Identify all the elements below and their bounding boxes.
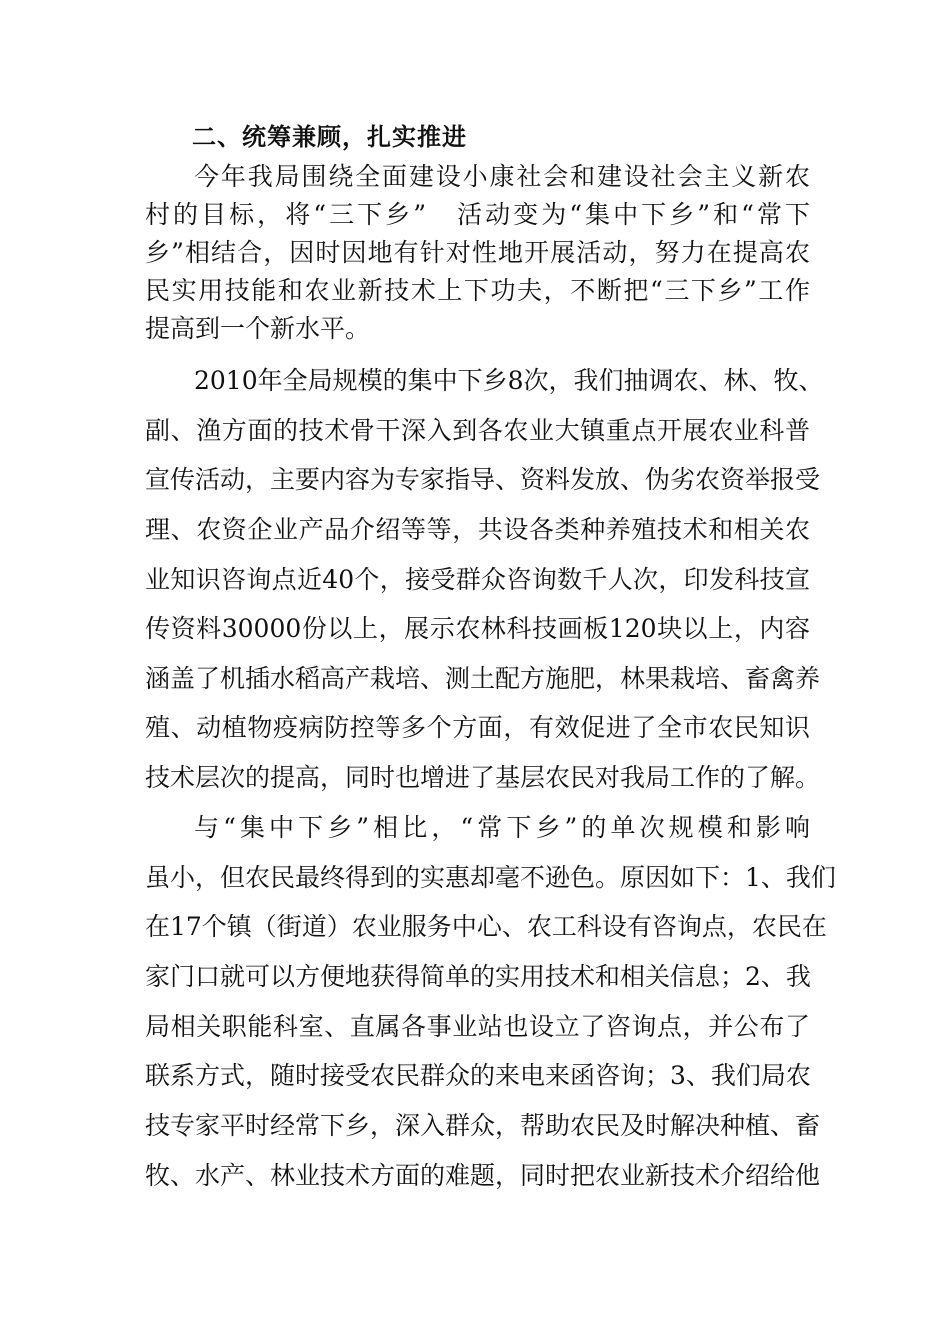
paragraph-2-line-9: 技术层次的提高，同时也增进了基层农民对我局工作的了解。	[145, 763, 821, 792]
paragraph-1-line-1: 今年我局围绕全面建设小康社会和建设社会主义新农	[194, 162, 810, 191]
paragraph-1-line-5: 提高到一个新水平。	[145, 314, 371, 343]
paragraph-2-line-5: 业知识咨询点近40个，接受群众咨询数千人次，印发科技宣	[145, 565, 810, 594]
paragraph-2-line-3: 宣传活动，主要内容为专家指导、资料发放、伪劣农资举报受	[145, 465, 821, 494]
paragraph-3-line-3: 在17个镇（街道）农业服务中心、农工科设有咨询点，农民在	[145, 912, 827, 941]
paragraph-3-line-2: 虽小，但农民最终得到的实惠却毫不逊色。原因如下：1、我们	[145, 863, 836, 892]
paragraph-1-line-2: 村的目标，将“三下乡” 活动变为“集中下乡”和“常下	[145, 200, 810, 229]
paragraph-3-line-4: 家门口就可以方便地获得简单的实用技术和相关信息；2、我	[145, 962, 811, 991]
paragraph-2-line-8: 殖、动植物疫病防控等多个方面，有效促进了全市农民知识	[145, 713, 810, 742]
paragraph-2-line-6: 传资料30000份以上，展示农林科技画板120块以上，内容	[145, 614, 810, 643]
paragraph-2-line-4: 理、农资企业产品介绍等等，共设各类种养殖技术和相关农	[145, 515, 810, 544]
paragraph-3-line-8: 牧、水产、林业技术方面的难题，同时把农业新技术介绍给他	[145, 1161, 821, 1190]
paragraph-3-line-6: 联系方式，随时接受农民群众的来电来函咨询；3、我们局农	[145, 1061, 811, 1090]
paragraph-2-line-7: 涵盖了机插水稻高产栽培、测土配方施肥，林果栽培、畜禽养	[145, 664, 821, 693]
section-heading: 二、统筹兼顾，扎实推进	[192, 122, 467, 151]
paragraph-3-line-1: 与“集中下乡”相比，“常下乡”的单次规模和影响	[194, 813, 810, 842]
paragraph-1-line-4: 民实用技能和农业新技术上下功夫，不断把“三下乡”工作	[145, 276, 810, 305]
paragraph-3-line-7: 技专家平时经常下乡，深入群众，帮助农民及时解决种植、畜	[145, 1111, 821, 1140]
paragraph-3-line-5: 局相关职能科室、直属各事业站也设立了咨询点，并公布了	[145, 1012, 810, 1041]
paragraph-2-line-1: 2010年全局规模的集中下乡8次，我们抽调农、林、牧、	[194, 366, 824, 395]
paragraph-1-line-3: 乡”相结合，因时因地有针对性地开展活动，努力在提高农	[145, 238, 810, 267]
paragraph-2-line-2: 副、渔方面的技术骨干深入到各农业大镇重点开展农业科普	[145, 416, 810, 445]
